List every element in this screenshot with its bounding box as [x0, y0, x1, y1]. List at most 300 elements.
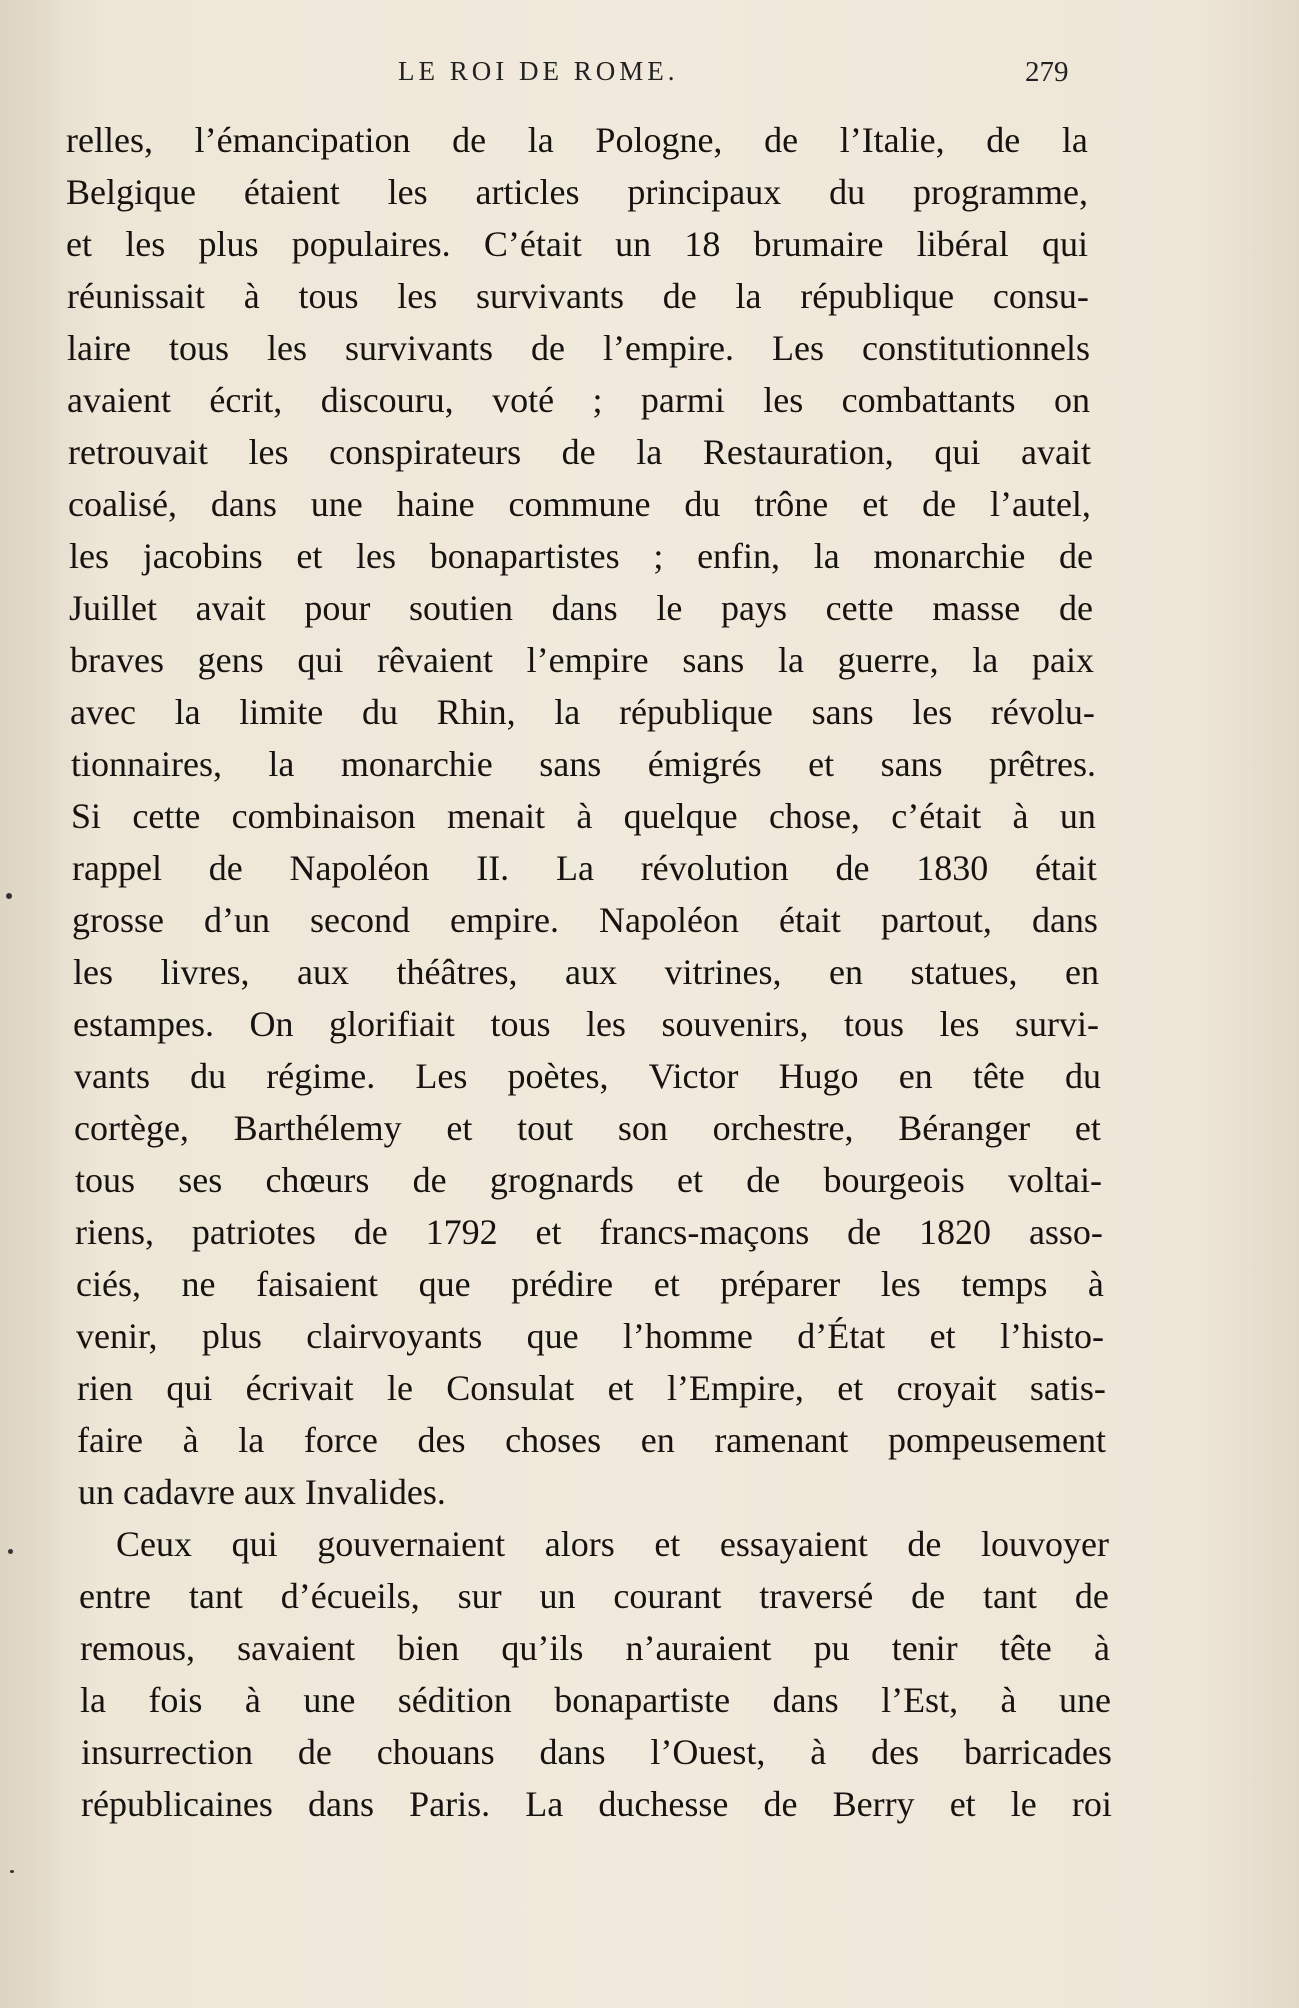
- word: parmi: [640, 380, 725, 420]
- word: La: [555, 848, 594, 888]
- word: un: [1059, 796, 1096, 836]
- word: qui: [1041, 224, 1088, 264]
- word: du: [190, 1056, 227, 1096]
- word: son: [617, 1108, 668, 1148]
- word: monarchie: [873, 536, 1026, 576]
- word: la: [778, 640, 804, 680]
- word: était: [1034, 848, 1097, 888]
- word: cette: [825, 588, 894, 628]
- word: cortège,: [74, 1108, 189, 1148]
- word: l’homme: [622, 1316, 753, 1356]
- word: la: [174, 692, 201, 732]
- text-line: [74, 1050, 1101, 1102]
- word: dans: [772, 1680, 839, 1720]
- word: glorifiait: [328, 1004, 455, 1044]
- word: Barthélemy: [233, 1108, 402, 1148]
- word: de: [835, 848, 870, 888]
- word: de: [297, 1732, 332, 1772]
- text-line: [74, 1102, 1101, 1154]
- word: Napoléon: [598, 900, 739, 940]
- word: principaux: [627, 172, 782, 212]
- word: Béranger: [898, 1108, 1031, 1148]
- word: force: [303, 1420, 378, 1460]
- word: articles: [475, 172, 580, 212]
- word: la: [268, 744, 295, 784]
- word: tous: [168, 328, 229, 368]
- word: qui: [934, 432, 981, 472]
- word: masse: [932, 588, 1021, 628]
- text-line: [80, 1622, 1110, 1674]
- word: et: [862, 484, 889, 524]
- word: braves: [70, 640, 164, 680]
- word: voltai-: [1008, 1160, 1102, 1200]
- word: qui: [231, 1524, 278, 1564]
- word: pu: [813, 1628, 850, 1668]
- word: à: [1012, 796, 1029, 836]
- word: limite: [239, 692, 324, 732]
- word: tant: [983, 1576, 1037, 1616]
- word: avait: [195, 588, 266, 628]
- word: ;: [592, 380, 603, 420]
- word: république: [800, 276, 955, 316]
- word: Rhin,: [436, 692, 516, 732]
- running-title: LE ROI DE ROME.: [398, 56, 679, 86]
- word: consu-: [992, 276, 1089, 316]
- word: à: [244, 1680, 261, 1720]
- word: grognards: [489, 1160, 634, 1200]
- word: enfin,: [697, 536, 781, 576]
- word: écrit,: [209, 380, 283, 420]
- word: les: [763, 380, 804, 420]
- word: l’histo-: [999, 1316, 1104, 1356]
- text-line: [66, 166, 1088, 218]
- word: en: [828, 952, 863, 992]
- word: laire: [67, 328, 131, 368]
- text-line: [75, 1154, 1102, 1206]
- word: de: [452, 120, 487, 160]
- word: pour: [304, 588, 371, 628]
- word: l’émancipation: [194, 120, 411, 160]
- word: chouans: [376, 1732, 495, 1772]
- word: de: [763, 1784, 798, 1824]
- word: et: [296, 536, 323, 576]
- word: Belgique: [66, 172, 196, 212]
- text-line: [71, 738, 1096, 790]
- word: et: [535, 1212, 562, 1252]
- word: discouru,: [320, 380, 454, 420]
- word: orchestre,: [712, 1108, 854, 1148]
- word: dans: [210, 484, 277, 524]
- word: menait: [447, 796, 545, 836]
- text-line: [77, 1362, 1106, 1414]
- word: sans: [539, 744, 602, 784]
- word: les: [912, 692, 953, 732]
- word: de: [531, 328, 566, 368]
- word: survivants: [345, 328, 494, 368]
- word: Napoléon: [289, 848, 430, 888]
- word: et: [1074, 1108, 1101, 1148]
- word: les: [248, 432, 289, 472]
- word: sur: [457, 1576, 502, 1616]
- word: républicaines: [81, 1784, 273, 1824]
- word: trône: [754, 484, 829, 524]
- word: cette: [132, 796, 201, 836]
- word: ciés,: [76, 1264, 141, 1304]
- word: écrivait: [245, 1368, 354, 1408]
- word: dans: [1031, 900, 1098, 940]
- word: république: [618, 692, 773, 732]
- word: tenir: [891, 1628, 958, 1668]
- word: était: [778, 900, 841, 940]
- word: avait: [1020, 432, 1091, 472]
- word: le: [386, 1368, 413, 1408]
- word: Berry: [832, 1784, 915, 1824]
- word: qui: [297, 640, 344, 680]
- text-line: [81, 1726, 1112, 1778]
- word: constitutionnels: [862, 328, 1090, 368]
- word: et: [677, 1160, 704, 1200]
- word: un: [615, 224, 652, 264]
- word: les: [356, 536, 397, 576]
- word: les: [387, 172, 428, 212]
- word: tionnaires,: [71, 744, 222, 784]
- word: louvoyer: [981, 1524, 1109, 1564]
- word: l’Ouest,: [650, 1732, 766, 1772]
- word: révolu-: [990, 692, 1095, 732]
- word: sans: [811, 692, 874, 732]
- word: de: [907, 1524, 942, 1564]
- word: C’était: [483, 224, 582, 264]
- word: de: [1059, 536, 1093, 576]
- word: et: [949, 1784, 976, 1824]
- word: ne: [181, 1264, 216, 1304]
- text-line: [75, 1206, 1103, 1258]
- word: sans: [880, 744, 943, 784]
- word: de: [1058, 588, 1093, 628]
- word: Consulat: [446, 1368, 575, 1408]
- word: la: [238, 1420, 265, 1460]
- word: quelque: [623, 796, 738, 836]
- word: La: [525, 1784, 564, 1824]
- word: l’Empire,: [666, 1368, 804, 1408]
- word: livres,: [160, 952, 250, 992]
- word: 1792: [425, 1212, 498, 1252]
- word: coalisé,: [68, 484, 177, 524]
- text-line: [77, 1414, 1106, 1466]
- word: à: [1093, 1628, 1110, 1668]
- word: en: [898, 1056, 933, 1096]
- word: la: [972, 640, 999, 680]
- word: et: [837, 1368, 864, 1408]
- word: alors: [544, 1524, 615, 1564]
- word: et: [808, 744, 835, 784]
- word: de: [847, 1212, 882, 1252]
- word: émigrés: [647, 744, 762, 784]
- word: de: [561, 432, 596, 472]
- word: asso-: [1028, 1212, 1103, 1252]
- word: l’empire.: [603, 328, 734, 368]
- word: une: [310, 484, 363, 524]
- word: l’Est,: [881, 1680, 959, 1720]
- word: les: [125, 224, 166, 264]
- word: temps: [961, 1264, 1048, 1304]
- word: aux: [564, 952, 617, 992]
- word: programme,: [913, 172, 1088, 212]
- word: gens: [197, 640, 264, 680]
- word: les: [880, 1264, 921, 1304]
- word: combattants: [841, 380, 1016, 420]
- word: les: [73, 952, 113, 992]
- word: monarchie: [340, 744, 493, 784]
- word: Pologne,: [595, 120, 723, 160]
- word: libéral: [916, 224, 1009, 264]
- word: essayaient: [719, 1524, 868, 1564]
- word: Restauration,: [702, 432, 894, 472]
- word: prêtres.: [989, 744, 1096, 784]
- word: jacobins: [142, 536, 263, 576]
- word: Hugo: [778, 1056, 859, 1096]
- word: populaires.: [291, 224, 451, 264]
- word: ses: [178, 1160, 223, 1200]
- word: d’écueils,: [280, 1576, 420, 1616]
- text-line: [116, 1518, 1109, 1570]
- word: Les: [772, 328, 824, 368]
- word: second: [310, 900, 410, 940]
- word: bourgeois: [823, 1160, 965, 1200]
- page-number: 279: [1025, 56, 1069, 88]
- word: les: [397, 276, 438, 316]
- word: bonapartiste: [554, 1680, 731, 1720]
- word: que: [418, 1264, 471, 1304]
- word: que: [526, 1316, 579, 1356]
- word: remous,: [80, 1628, 195, 1668]
- word: la: [1061, 120, 1088, 160]
- word: du: [684, 484, 721, 524]
- word: des: [871, 1732, 920, 1772]
- word: d’État: [797, 1316, 886, 1356]
- text-line: [67, 270, 1089, 322]
- word: tête: [972, 1056, 1025, 1096]
- word: d’un: [204, 900, 271, 940]
- word: à: [810, 1732, 827, 1772]
- word: plus: [201, 1316, 262, 1356]
- word: et: [929, 1316, 956, 1356]
- word: survivants: [475, 276, 624, 316]
- word: une: [1058, 1680, 1111, 1720]
- word: Si: [71, 796, 102, 836]
- word: Paris.: [409, 1784, 491, 1824]
- word: qu’ils: [501, 1628, 584, 1668]
- word: clairvoyants: [306, 1316, 483, 1356]
- word: tant: [188, 1576, 243, 1616]
- word: statues,: [910, 952, 1018, 992]
- word: en: [1064, 952, 1099, 992]
- text-line: [73, 946, 1099, 998]
- word: gouvernaient: [317, 1524, 506, 1564]
- word: patriotes: [191, 1212, 316, 1252]
- word: tout: [517, 1108, 574, 1148]
- word: c’était: [891, 796, 982, 836]
- word: insurrection: [81, 1732, 253, 1772]
- word: roi: [1071, 1784, 1112, 1824]
- word: plus: [198, 224, 259, 264]
- word: 1830: [916, 848, 989, 888]
- word: de: [986, 120, 1021, 160]
- word: la: [636, 432, 663, 472]
- text-line: [66, 218, 1088, 270]
- word: la: [735, 276, 762, 316]
- word: révolution: [640, 848, 789, 888]
- word: à: [576, 796, 593, 836]
- text-line: [72, 894, 1098, 946]
- word: empire.: [450, 900, 559, 940]
- text-line: [80, 1674, 1111, 1726]
- word: de: [353, 1212, 388, 1252]
- word: bonapartistes: [429, 536, 620, 576]
- word: l’autel,: [989, 484, 1091, 524]
- word: régime.: [266, 1056, 376, 1096]
- word: soutien: [408, 588, 513, 628]
- word: des: [417, 1420, 466, 1460]
- word: de: [746, 1160, 781, 1200]
- word: voté: [492, 380, 555, 420]
- word: choses: [505, 1420, 602, 1460]
- word: grosse: [72, 900, 164, 940]
- word: rien: [77, 1368, 133, 1408]
- word: du: [1064, 1056, 1101, 1096]
- word: qui: [166, 1368, 213, 1408]
- word: retrouvait: [68, 432, 208, 472]
- text-line: [76, 1258, 1104, 1310]
- word: paix: [1031, 640, 1094, 680]
- word: satis-: [1029, 1368, 1106, 1408]
- word: tous: [490, 1004, 551, 1044]
- word: la: [813, 536, 840, 576]
- text-line: [73, 998, 1099, 1050]
- margin-speck: [10, 1870, 14, 1873]
- word: poètes,: [507, 1056, 609, 1096]
- word: 1820: [919, 1212, 992, 1252]
- word: de: [412, 1160, 447, 1200]
- word: duchesse: [598, 1784, 729, 1824]
- text-line: [69, 582, 1093, 634]
- margin-speck: [6, 893, 12, 899]
- word: commune: [508, 484, 651, 524]
- word: du: [361, 692, 398, 732]
- word: francs-maçons: [599, 1212, 810, 1252]
- word: souvenirs,: [661, 1004, 809, 1044]
- word: ;: [653, 536, 664, 576]
- text-line: [70, 686, 1095, 738]
- word: vants: [74, 1056, 150, 1096]
- word: les: [585, 1004, 626, 1044]
- text-line: [66, 114, 1088, 166]
- text-line: un cadavre aux Invalides.: [78, 1472, 446, 1512]
- word: préparer: [720, 1264, 841, 1304]
- word: de: [764, 120, 799, 160]
- word: brumaire: [753, 224, 884, 264]
- word: la: [80, 1680, 106, 1720]
- word: du: [829, 172, 866, 212]
- word: traversé: [759, 1576, 874, 1616]
- word: guerre,: [837, 640, 939, 680]
- word: II.: [476, 848, 510, 888]
- word: sédition: [397, 1680, 512, 1720]
- word: tête: [999, 1628, 1052, 1668]
- word: entre: [79, 1576, 151, 1616]
- word: la: [554, 692, 581, 732]
- word: sans: [682, 640, 745, 680]
- word: On: [249, 1004, 294, 1044]
- word: à: [1087, 1264, 1104, 1304]
- word: les: [267, 328, 307, 368]
- margin-speck: [8, 1549, 13, 1554]
- word: pompeusement: [888, 1420, 1106, 1460]
- word: Ceux: [116, 1524, 192, 1564]
- word: l’empire: [526, 640, 649, 680]
- text-line: [67, 374, 1090, 426]
- word: partout,: [880, 900, 992, 940]
- word: 18: [684, 224, 721, 264]
- word: et: [446, 1108, 473, 1148]
- word: les: [69, 536, 109, 576]
- word: en: [640, 1420, 675, 1460]
- word: bien: [397, 1628, 460, 1668]
- word: l’Italie,: [839, 120, 945, 160]
- text-line: [81, 1778, 1112, 1830]
- word: croyait: [896, 1368, 997, 1408]
- word: et: [607, 1368, 634, 1408]
- word: survi-: [1014, 1004, 1099, 1044]
- word: avec: [70, 692, 136, 732]
- word: combinaison: [231, 796, 416, 836]
- word: pays: [720, 588, 787, 628]
- word: de: [911, 1576, 946, 1616]
- text-line: [68, 426, 1091, 478]
- text-line: [70, 634, 1094, 686]
- text-line: [68, 478, 1091, 530]
- word: tous: [843, 1004, 904, 1044]
- word: faire: [77, 1420, 143, 1460]
- word: chose,: [768, 796, 860, 836]
- word: les: [939, 1004, 980, 1044]
- word: la: [527, 120, 554, 160]
- word: courant: [613, 1576, 722, 1616]
- word: le: [1010, 1784, 1037, 1824]
- word: à: [1000, 1680, 1017, 1720]
- running-head: [0, 56, 1299, 96]
- word: faisaient: [256, 1264, 379, 1304]
- word: relles,: [66, 120, 153, 160]
- word: Juillet: [69, 588, 157, 628]
- word: venir,: [76, 1316, 158, 1356]
- word: chœurs: [265, 1160, 370, 1200]
- text-line: [71, 790, 1096, 842]
- word: fois: [148, 1680, 203, 1720]
- word: ramenant: [714, 1420, 849, 1460]
- word: n’auraient: [625, 1628, 772, 1668]
- word: réunissait: [67, 276, 205, 316]
- word: dans: [539, 1732, 606, 1772]
- word: haine: [396, 484, 475, 524]
- text-line: [67, 322, 1090, 374]
- word: et: [653, 1264, 680, 1304]
- word: dans: [551, 588, 618, 628]
- word: Victor: [648, 1056, 739, 1096]
- word: savaient: [237, 1628, 356, 1668]
- word: de: [662, 276, 697, 316]
- word: tous: [298, 276, 359, 316]
